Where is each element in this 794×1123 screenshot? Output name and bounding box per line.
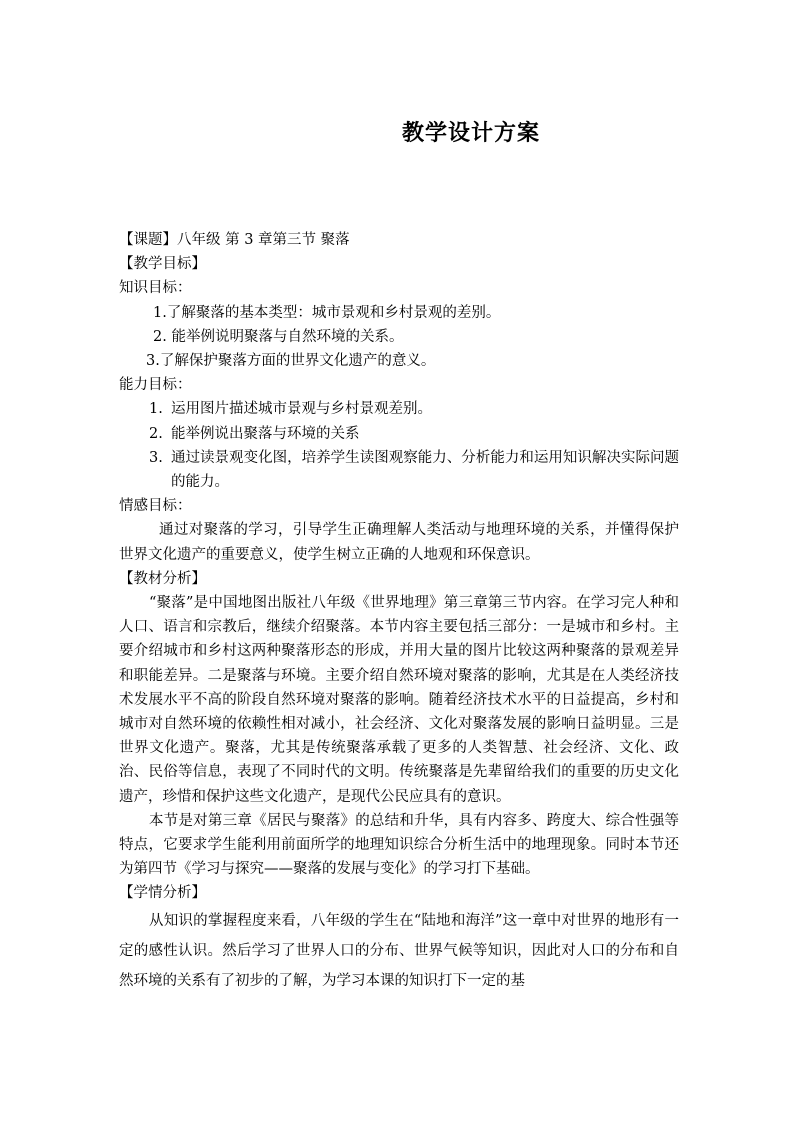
knowledge-label: 知识目标： [119, 280, 192, 297]
ability-label: 能力目标： [119, 377, 192, 394]
learner-heading: 【学情分析】 [119, 885, 206, 902]
objectives-heading: 【教学目标】 [119, 256, 206, 273]
ability-item-number: 1. [149, 401, 163, 418]
knowledge-item: 3.了解保护聚落方面的世界文化遗产的意义。 [146, 353, 436, 370]
material-paragraph-1: “聚落”是中国地图出版社八年级《世界地理》第三章第三节内容。在学习完人种和人口、语言和宗教后，继续介绍聚落。本节内容主要包括三部分：一是城市和乡村。主要介绍城市和乡村这两种聚落形态的形成，并用大量的图片比较这两种聚落的景观差异和职能差异。二是聚落与环境。主要介绍自然环境对聚落的影响，尤其是在人类经济技术发展水平不高的阶段自然环境对聚落的影响。随着经济技术水平的日益提高，乡村和城市对自然环境的依赖性相对减小，社会经济、文化对聚落发展的影响日益明显。三是世界文化遗产。聚落，尤其是传统聚落承载了更多的人类智慧、社会经济、文化、政治、民俗等信息，表现了不同时代的文明。传统聚落是先辈留给我们的重要的历史文化遗产，珍惜和保护这些文化遗产，是现代公民应具有的意识。 [119, 595, 679, 805]
emotion-label: 情感目标： [119, 498, 192, 515]
ability-item-text: 通过读景观变化图，培养学生读图观察能力、分析能力和运用知识解决实际问题的能力。 [171, 449, 679, 491]
material-paragraph-2: 本节是对第三章《居民与聚落》的总结和升华，具有内容多、跨度大、综合性强等特点，它要求学生能利用前面所学的地理知识综合分析生活中的地理现象。同时本节还为第四节《学习与探究——聚落的发展与变化》的学习打下基础。 [119, 812, 679, 878]
ability-item-number: 3. [149, 449, 163, 466]
knowledge-item: 1.了解聚落的基本类型：城市景观和乡村景观的差别。 [153, 304, 501, 321]
document-body [119, 228, 679, 996]
knowledge-item: 2. 能举例说明聚落与自然环境的关系。 [153, 328, 404, 345]
ability-item-text: 运用图片描述城市景观与乡村景观差别。 [171, 401, 432, 418]
ability-item-text: 能举例说出聚落与环境的关系 [171, 425, 360, 442]
ability-item [119, 422, 679, 446]
emotion-paragraph: 通过对聚落的学习，引导学生正确理解人类活动与地理环境的关系，并懂得保护世界文化遗产的重要意义，使学生树立正确的人地观和环保意识。 [119, 522, 679, 563]
ability-item [119, 397, 679, 421]
topic-line: 【课题】八年级 第 3 章第三节 聚落 [119, 232, 350, 248]
document-title: 教学设计方案 [402, 120, 541, 146]
ability-item [119, 446, 679, 494]
learner-paragraph-1: 从知识的掌握程度来看，八年级的学生在“陆地和海洋”这一章中对世界的地形有一定的感性认识。然后学习了世界人口的分布、世界气候等知识，因此对人口的分布和自然环境的关系有了初步的了解，为学习本课的知识打下一定的基 [119, 912, 679, 989]
ability-item-number: 2. [149, 425, 163, 442]
material-heading: 【教材分析】 [119, 570, 206, 587]
